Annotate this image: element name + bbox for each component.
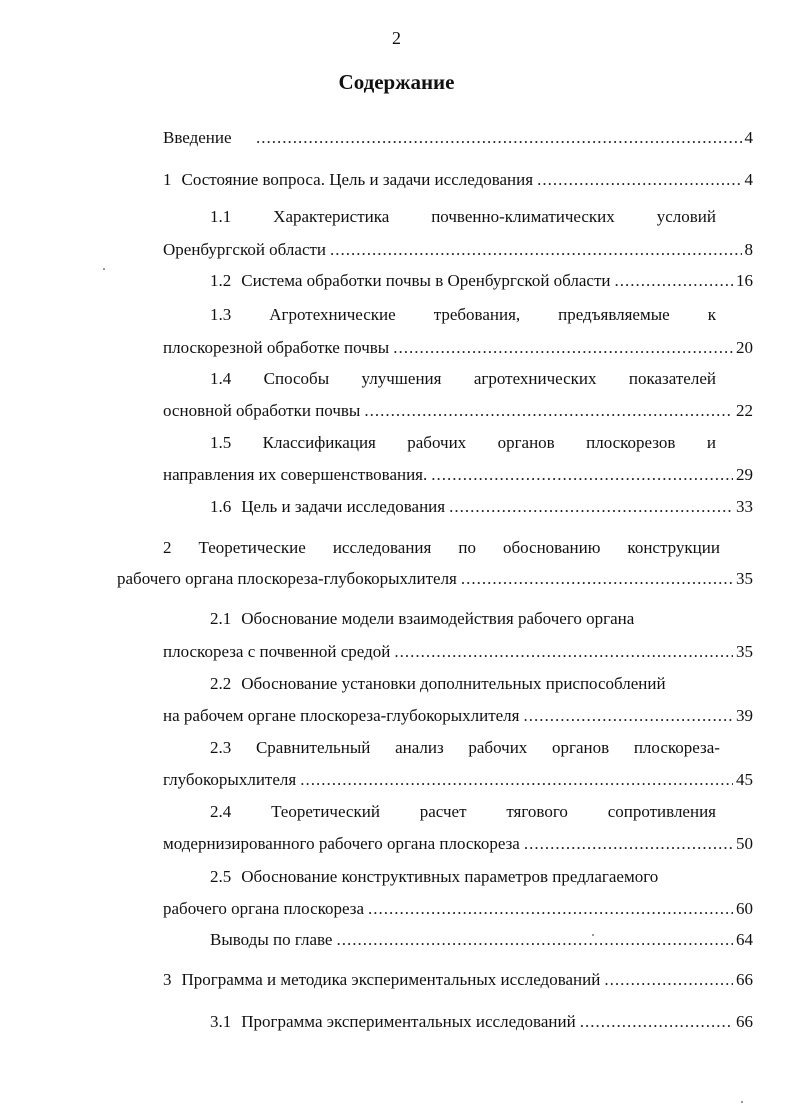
toc-entry-word: плоскорезов: [586, 433, 676, 452]
toc-entry-title: Система обработки почвы в Оренбургской области: [241, 271, 611, 290]
toc-entry-word: Способы: [263, 369, 330, 388]
toc-entry-number: 2.1: [210, 609, 232, 628]
toc-entry-word: показателей: [628, 369, 716, 388]
toc-entry-title: Программа и методика экспериментальных исследований: [181, 970, 601, 989]
toc-entry-word: расчет: [419, 802, 467, 821]
page-title: Содержание: [338, 70, 455, 94]
toc-entry-number: 3.1: [210, 1012, 232, 1031]
toc-page-number: 22: [736, 401, 753, 420]
toc-page-number: 64: [736, 930, 753, 949]
toc-entry-number: 1.3: [210, 305, 232, 324]
toc-entry-number: 1.5: [210, 433, 232, 452]
dot-leader: [615, 271, 734, 291]
toc-page-number: 35: [736, 642, 753, 661]
toc-entry-title: Обоснование конструктивных параметров предлагаемого: [241, 867, 659, 886]
toc-page-number: 16: [736, 271, 753, 290]
dot-leader: [394, 642, 733, 662]
toc-entry-number: 3: [163, 970, 172, 989]
dot-leader: [449, 497, 733, 517]
toc-entry-word: Характеристика: [273, 207, 390, 226]
toc-entry-title: основной обработки почвы: [163, 401, 361, 420]
toc-entry-title: глубокорыхлителя: [163, 770, 297, 789]
toc-entry-word: Агротехнические: [269, 305, 396, 324]
toc-entry-title: плоскорезной обработке почвы: [163, 338, 390, 357]
toc-entry-title: Введение: [163, 128, 232, 147]
toc-entry-word: Классификация: [262, 433, 376, 452]
scan-speck: [741, 1101, 743, 1103]
dot-leader: [431, 465, 733, 485]
dot-leader: [524, 834, 733, 854]
toc-page-number: 50: [736, 834, 753, 853]
toc-entry-number: 1.1: [210, 207, 232, 226]
toc-entry-number: 2.4: [210, 802, 232, 821]
dot-leader: [330, 240, 741, 260]
toc-entry-word: предъявляемые: [558, 305, 670, 324]
toc-entry-word: плоскореза-: [633, 738, 720, 757]
toc-entry-word: улучшения: [361, 369, 442, 388]
toc-entry-word: обоснованию: [502, 538, 601, 557]
toc-entry-word: требования,: [433, 305, 521, 324]
toc-entry-title: Цель и задачи исследования: [241, 497, 446, 516]
toc-page-number: 60: [736, 899, 753, 918]
toc-entry-title: Состояние вопроса. Цель и задачи исследования: [181, 170, 534, 189]
toc-entry-word: условий: [656, 207, 716, 226]
toc-entry-title: модернизированного рабочего органа плоскореза: [163, 834, 520, 853]
toc-entry-title: Оренбургской области: [163, 240, 327, 259]
toc-page-number: 33: [736, 497, 753, 516]
toc-entry-word: органов: [551, 738, 610, 757]
toc-entry-number: 2.2: [210, 674, 232, 693]
dot-leader: [580, 1012, 733, 1032]
dot-leader: [364, 401, 733, 421]
scan-speck: [592, 934, 594, 936]
toc-page-number: 4: [744, 128, 753, 147]
toc-page-number: 8: [744, 240, 753, 259]
toc-page-number: 35: [736, 569, 753, 588]
toc-page-number: 66: [736, 1012, 753, 1031]
toc-entry-word: рабочих: [468, 738, 528, 757]
toc-entry-word: рабочих: [407, 433, 467, 452]
toc-entry-word: конструкции: [627, 538, 720, 557]
toc-entry-number: 1.6: [210, 497, 232, 516]
dot-leader: [336, 930, 733, 950]
toc-page-number: 29: [736, 465, 753, 484]
toc-entry-title: рабочего органа плоскореза-глубокорыхлителя: [117, 569, 457, 588]
dot-leader: [537, 170, 741, 190]
toc-entry-word: анализ: [395, 738, 444, 757]
toc-entry-word: Сравнительный: [255, 738, 371, 757]
toc-page-number: 45: [736, 770, 753, 789]
dot-leader: [604, 970, 733, 990]
toc-entry-number: 2.3: [210, 738, 232, 757]
toc-entry-title: направления их совершенствования.: [163, 465, 428, 484]
toc-page-number: 4: [744, 170, 753, 189]
dot-leader: [368, 899, 733, 919]
dot-leader: [523, 706, 733, 726]
toc-entry-number: 1.4: [210, 369, 232, 388]
toc-entry-word: почвенно-климатических: [431, 207, 615, 226]
toc-entry-word: по: [458, 538, 476, 557]
page-number: 2: [392, 28, 401, 48]
toc-entry-title: Программа экспериментальных исследований: [241, 1012, 576, 1031]
toc-entry-word: сопротивления: [607, 802, 716, 821]
toc-page-number: 66: [736, 970, 753, 989]
toc-entry-number: 1: [163, 170, 172, 189]
toc-entry-word: агротехнических: [473, 369, 597, 388]
toc-entry-word: органов: [497, 433, 555, 452]
toc-entry-word: и: [706, 433, 716, 452]
dot-leader: [300, 770, 733, 790]
toc-entry-title: Выводы по главе: [210, 930, 333, 949]
toc-page-number: 20: [736, 338, 753, 357]
toc-entry-word: тягового: [506, 802, 568, 821]
dot-leader: [393, 338, 733, 358]
toc-entry-word: Теоретические: [198, 538, 306, 557]
toc-entry-title: плоскореза с почвенной средой: [163, 642, 391, 661]
toc-page-number: 39: [736, 706, 753, 725]
toc-entry-title: Обоснование модели взаимодействия рабочего органа: [241, 609, 635, 628]
toc-entry-word: Теоретический: [271, 802, 380, 821]
scan-speck: [103, 268, 105, 270]
toc-entry-number: 1.2: [210, 271, 232, 290]
toc-entry-number: 2: [163, 538, 172, 557]
toc-entry-title: на рабочем органе плоскореза-глубокорыхлителя: [163, 706, 520, 725]
toc-entry-title: рабочего органа плоскореза: [163, 899, 365, 918]
dot-leader: [256, 128, 742, 148]
toc-entry-number: 2.5: [210, 867, 232, 886]
toc-entry-word: к: [707, 305, 716, 324]
toc-entry-word: исследования: [332, 538, 432, 557]
toc-entry-title: Обоснование установки дополнительных приспособлений: [241, 674, 666, 693]
dot-leader: [461, 569, 733, 589]
